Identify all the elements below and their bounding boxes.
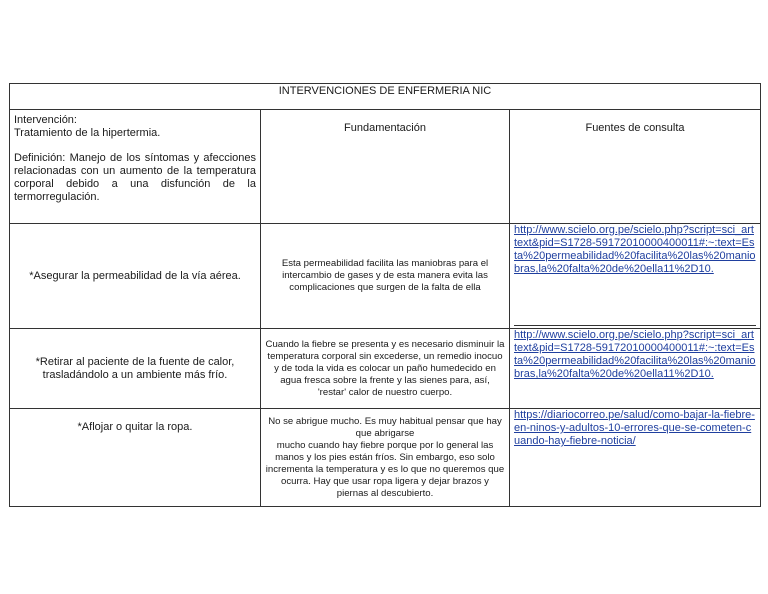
divider: [514, 325, 756, 326]
row-intervention: *Retirar al paciente de la fuente de calor, trasladándolo a un ambiente más frío.: [10, 329, 261, 409]
row-intervention: *Aflojar o quitar la ropa.: [10, 409, 261, 507]
table-row: [10, 224, 761, 329]
row-fundamentacion: No se abrigue mucho. Es muy habitual pensar que hay que abrigarse mucho cuando hay fiebre porque por lo general las manos y los pies están fríos. Sin embargo, eso solo incrementa la temperatura y es lo que no queremos que ocurra. Hay que usar ropa ligera y dejar brazos y piernas al descubierto.: [261, 409, 510, 507]
table-title: INTERVENCIONES DE ENFERMERIA NIC: [10, 84, 761, 110]
source-link[interactable]: https://diariocorreo.pe/salud/como-bajar-la-fiebre-en-ninos-y-adultos-10-errores-que-se-cometen-cuando-hay-fiebre-noticia/: [514, 409, 755, 447]
intervention-label: Intervención:: [14, 114, 77, 126]
intervention-header-cell: [10, 110, 261, 224]
table-row: [10, 329, 761, 409]
row-fundamentacion: Cuando la fiebre se presenta y es necesario disminuir la temperatura corporal sin excederse, un remedio inocuo y de toda la vida es colocar un paño humedecido en agua fresca sobre la frente y las sienes para, así, 'restar' calor de nuestro cuerpo.: [261, 329, 510, 409]
table-header-row: [10, 110, 761, 224]
intervention-name: Tratamiento de la hipertermia.: [14, 127, 161, 139]
fuentes-header: Fuentes de consulta: [510, 110, 761, 224]
row-fuente-cell: [510, 409, 761, 507]
table-title-row: [10, 84, 761, 110]
source-link[interactable]: http://www.scielo.org.pe/scielo.php?script=sci_arttext&pid=S1728-59172010000400011#:~:text=Esta%20permeabilidad%20facilita%20las%20maniobras,la%20falta%20de%20ella11%2D10.: [514, 329, 756, 380]
source-link[interactable]: http://www.scielo.org.pe/scielo.php?script=sci_arttext&pid=S1728-59172010000400011#:~:text=Esta%20permeabilidad%20facilita%20las%20maniobras,la%20falta%20de%20ella11%2D10.: [514, 224, 756, 275]
row-fuente-cell: [510, 329, 761, 409]
row-fuente-cell: [510, 224, 761, 329]
intervention-definition: Definición: Manejo de los síntomas y afecciones relacionadas con un aumento de la temperatura corporal debido a una disfunción de la termorregulación.: [14, 152, 256, 203]
table-row: [10, 409, 761, 507]
nic-interventions-table: [9, 83, 761, 507]
row-fundamentacion: Esta permeabilidad facilita las maniobras para el intercambio de gases y de esta manera evita las complicaciones que surgen de la falta de ella: [261, 224, 510, 329]
row-intervention: *Asegurar la permeabilidad de la vía aérea.: [10, 224, 261, 329]
fundamentacion-header: Fundamentación: [261, 110, 510, 224]
